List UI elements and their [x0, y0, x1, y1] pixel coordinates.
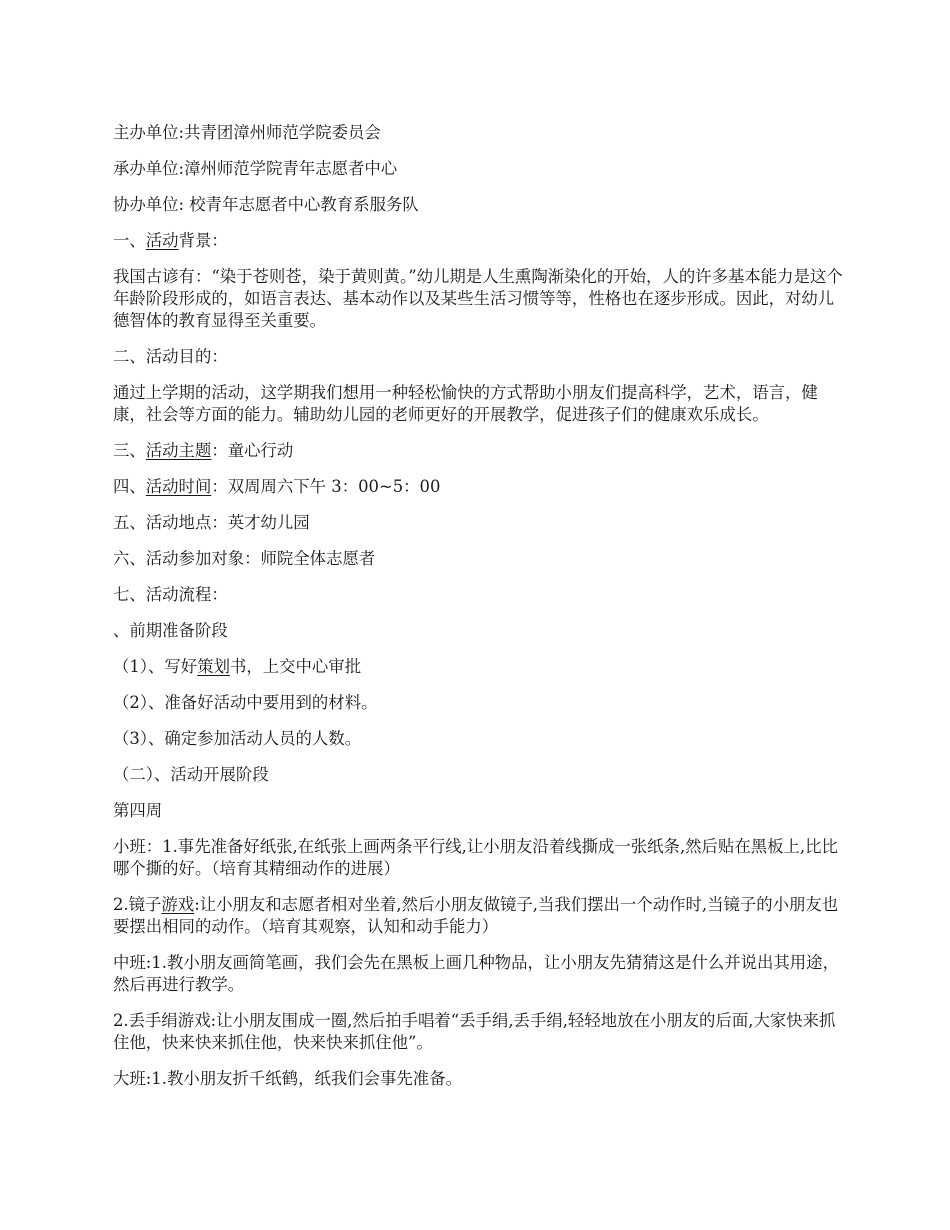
text-segment: 小班：1.事先准备好纸张,在纸张上画两条平行线,让小朋友沿着线撕成一张纸条,然后贴在黑板上,比比哪个撕的好。（培育其精细动作的进展）: [113, 837, 838, 878]
document-body: [113, 122, 843, 1104]
text-segment: 三、: [113, 441, 146, 460]
text-segment: （1）、写好: [113, 657, 198, 676]
list-item-1: [113, 656, 843, 678]
heading-purpose: [113, 346, 843, 368]
text-segment: 协办单位: 校青年志愿者中心教育系服务队: [113, 195, 419, 214]
text-segment: 中班:1.教小朋友画简笔画，我们会先在黑板上画几种物品，让小朋友先猜猜这是什么并说出其用途，然后再进行教学。: [113, 953, 839, 994]
text-segment: 五、活动地点：英才幼儿园: [113, 513, 310, 532]
text-segment: 2.丢手绢游戏:让小朋友围成一圈,然后拍手唱着“丢手绢,丢手绢,轻轻地放在小朋友的后面,大家快来抓住他，快来快来抓住他，快来快来抓住他”。: [113, 1011, 836, 1052]
paragraph-purpose: [113, 382, 843, 426]
underlined-link[interactable]: 策划: [197, 657, 230, 676]
heading-preparation-stage: [113, 620, 843, 642]
text-segment: 书，上交中心审批: [229, 657, 362, 676]
heading-process: [113, 584, 843, 606]
text-segment: （二）、活动开展阶段: [113, 765, 269, 784]
text-segment: 七、活动流程：: [113, 585, 228, 604]
heading-participants: [113, 548, 843, 570]
text-segment: （2）、准备好活动中要用到的材料。: [113, 693, 378, 712]
paragraph-handkerchief-game: [113, 1010, 843, 1054]
text-segment: 第四周: [113, 801, 163, 820]
text-segment: 六、活动参加对象：师院全体志愿者: [113, 549, 376, 568]
text-segment: 主办单位:共青团漳州师范学院委员会: [113, 123, 381, 142]
text-segment: ：童心行动: [211, 441, 294, 460]
text-segment: 我国古谚有：“染于苍则苍，染于黄则黄。”幼儿期是人生熏陶渐染化的开始，人的许多基本能力是这个年龄阶段形成的，如语言表达、基本动作以及某些生活习惯等等，性格也在逐步形成。因此，对幼儿德智体的教育显得至关重要。: [113, 267, 843, 330]
text-segment: 、前期准备阶段: [113, 621, 228, 640]
paragraph-host: [113, 122, 843, 144]
paragraph-small-class: [113, 836, 843, 880]
paragraph-co-organizer: [113, 194, 843, 216]
heading-location: [113, 512, 843, 534]
text-segment: 2.镜子: [113, 895, 162, 914]
text-segment: 承办单位:漳州师范学院青年志愿者中心: [113, 159, 398, 178]
paragraph-large-class: [113, 1068, 843, 1090]
heading-time: [113, 476, 843, 498]
heading-background: [113, 230, 843, 252]
text-segment: :让小朋友和志愿者相对坐着,然后小朋友做镜子,当我们摆出一个动作时,当镜子的小朋友也要摆出相同的动作。（培育其观察，认知和动手能力）: [113, 895, 839, 936]
text-segment: ：双周周六下午 3：00~5：00: [211, 477, 441, 496]
paragraph-organizer: [113, 158, 843, 180]
text-segment: 四、: [113, 477, 146, 496]
list-item-3: [113, 728, 843, 750]
paragraph-mirror-game: [113, 894, 843, 938]
heading-theme: [113, 440, 843, 462]
underlined-link[interactable]: 活动: [145, 231, 179, 250]
underlined-link[interactable]: 游戏: [161, 895, 195, 914]
list-item-2: [113, 692, 843, 714]
underlined-link[interactable]: 活动时间: [145, 477, 212, 496]
paragraph-background: [113, 266, 843, 332]
heading-week-four: [113, 800, 843, 822]
text-segment: （3）、确定参加活动人员的人数。: [113, 729, 362, 748]
text-segment: 通过上学期的活动，这学期我们想用一种轻松愉快的方式帮助小朋友们提高科学，艺术，语言，健康，社会等方面的能力。辅助幼儿园的老师更好的开展教学，促进孩子们的健康欢乐成长。: [113, 383, 818, 424]
paragraph-middle-class: [113, 952, 843, 996]
text-segment: 一、: [113, 231, 146, 250]
underlined-link[interactable]: 活动主题: [145, 441, 212, 460]
text-segment: 大班:1.教小朋友折千纸鹤，纸我们会事先准备。: [113, 1069, 462, 1088]
text-segment: 背景：: [178, 231, 228, 250]
heading-execution-stage: [113, 764, 843, 786]
text-segment: 二、活动目的：: [113, 347, 228, 366]
